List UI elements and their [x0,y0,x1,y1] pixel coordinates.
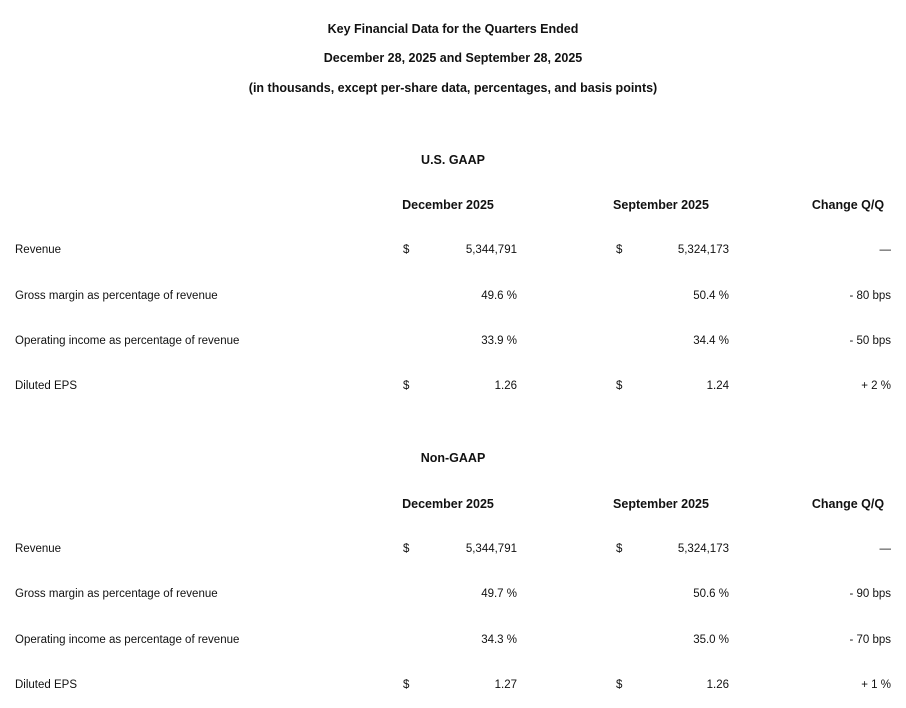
september-value: 5,324,173 [677,543,729,555]
column-header-december: December 2025 [402,198,494,212]
december-value: 49.7 % [481,588,517,600]
september-value: 1.26 [706,679,729,691]
september-value: 35.0 % [693,634,729,646]
december-value: 33.9 % [481,335,517,347]
report-title: Key Financial Data for the Quarters Ended [327,22,579,36]
column-header-change: Change Q/Q [811,497,885,511]
section-title: U.S. GAAP [421,153,485,167]
change-value: - 50 bps [849,335,891,347]
change-value: - 70 bps [849,634,891,646]
change-value: - 90 bps [849,588,891,600]
currency-symbol: $ [616,679,623,691]
table-row [0,586,906,602]
currency-symbol: $ [403,380,410,392]
table-row [0,288,906,304]
report-period: December 28, 2025 and September 28, 2025 [323,51,583,65]
december-value: 1.26 [494,380,517,392]
change-value: + 1 % [861,679,891,691]
row-label: Gross margin as percentage of revenue [15,290,218,302]
row-label: Gross margin as percentage of revenue [15,588,218,600]
currency-symbol: $ [616,380,623,392]
row-label: Diluted EPS [15,380,78,392]
table-row [0,632,906,648]
row-label: Diluted EPS [15,679,78,691]
december-value: 34.3 % [481,634,517,646]
september-value: 34.4 % [693,335,729,347]
september-value: 1.24 [706,380,729,392]
december-value: 5,344,791 [465,244,517,256]
report-units-note: (in thousands, except per-share data, percentages, and basis points) [248,81,658,95]
currency-symbol: $ [616,543,623,555]
december-value: 5,344,791 [465,543,517,555]
table-row [0,378,906,394]
currency-symbol: $ [616,244,623,256]
september-value: 50.4 % [693,290,729,302]
column-header-september: September 2025 [613,497,709,511]
section-title: Non-GAAP [420,451,486,465]
currency-symbol: $ [403,244,410,256]
column-header-september: September 2025 [613,198,709,212]
table-row [0,242,906,258]
september-value: 50.6 % [693,588,729,600]
currency-symbol: $ [403,679,410,691]
change-value: — [879,543,891,555]
change-value: - 80 bps [849,290,891,302]
table-row [0,541,906,557]
december-value: 1.27 [494,679,517,691]
change-value: — [879,244,891,256]
row-label: Operating income as percentage of revenue [15,335,240,347]
september-value: 5,324,173 [677,244,729,256]
table-row [0,677,906,693]
table-row [0,333,906,349]
december-value: 49.6 % [481,290,517,302]
column-header-december: December 2025 [402,497,494,511]
row-label: Revenue [15,543,62,555]
currency-symbol: $ [403,543,410,555]
row-label: Operating income as percentage of revenue [15,634,240,646]
column-header-change: Change Q/Q [811,198,885,212]
row-label: Revenue [15,244,62,256]
change-value: + 2 % [861,380,891,392]
